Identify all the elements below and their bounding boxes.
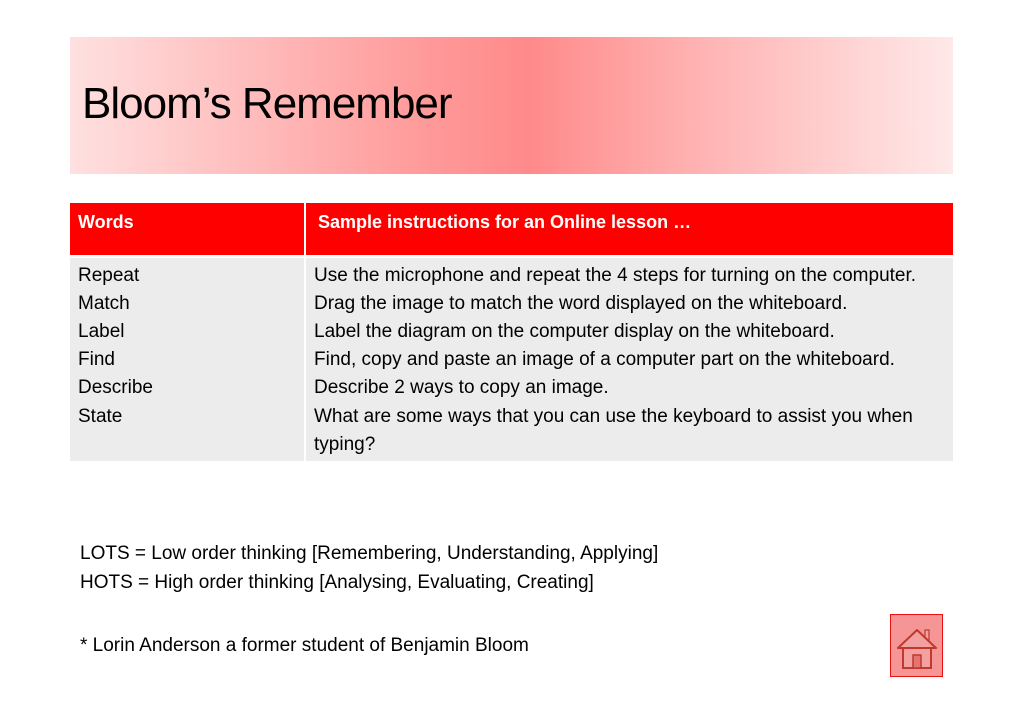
- word-item: Find: [78, 349, 115, 371]
- instruction-item: Label the diagram on the computer display on the whiteboard.: [314, 320, 835, 342]
- instructions-cell: [305, 256, 953, 461]
- slide-title: Bloom’s Remember: [82, 79, 452, 128]
- table-header-row: [70, 203, 953, 256]
- words-cell: [70, 256, 305, 461]
- instruction-item: Use the microphone and repeat the 4 steps for turning on the computer.: [314, 264, 917, 286]
- header-instructions: Sample instructions for an Online lesson …: [305, 203, 953, 256]
- lesson-table: [70, 203, 953, 461]
- hots-note: HOTS = High order thinking [Analysing, Evaluating, Creating]: [80, 571, 594, 593]
- header-words: Words: [70, 203, 305, 256]
- word-item: Label: [78, 320, 125, 342]
- instruction-item: Drag the image to match the word displayed on the whiteboard.: [314, 292, 848, 314]
- home-icon: [894, 623, 940, 671]
- table-row: [70, 256, 953, 461]
- thinking-notes: [80, 540, 658, 597]
- instruction-item: Describe 2 ways to copy an image.: [314, 377, 609, 399]
- footnote: * Lorin Anderson a former student of Benjamin Bloom: [80, 635, 529, 656]
- word-item: Repeat: [78, 264, 140, 286]
- home-button[interactable]: [890, 614, 943, 677]
- title-banner: [70, 37, 953, 174]
- word-item: Match: [78, 292, 130, 314]
- instruction-item: What are some ways that you can use the keyboard to assist you when typing?: [314, 405, 913, 455]
- word-item: Describe: [78, 377, 153, 399]
- word-item: State: [78, 405, 123, 427]
- instruction-item: Find, copy and paste an image of a computer part on the whiteboard.: [314, 349, 895, 371]
- lots-note: LOTS = Low order thinking [Remembering, Understanding, Applying]: [80, 543, 659, 564]
